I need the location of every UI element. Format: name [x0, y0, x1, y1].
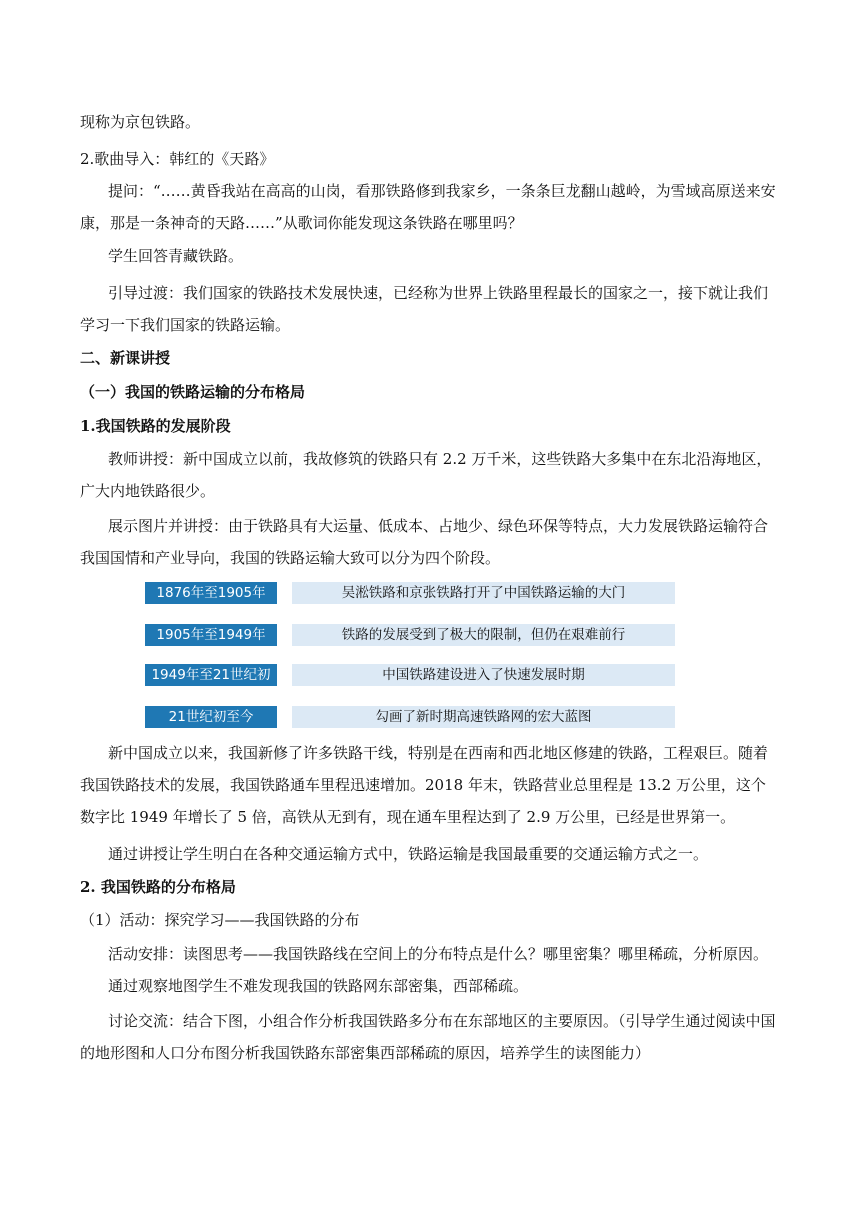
subsection-heading: 1.我国铁路的发展阶段 [80, 417, 231, 435]
timeline-row [145, 706, 675, 728]
paragraph: 活动安排：读图思考——我国铁路线在空间上的分布特点是什么？哪里密集？哪里稀疏，分析原因。 [108, 945, 769, 963]
paragraph: 展示图片并讲授：由于铁路具有大运量、低成本、占地少、绿色环保等特点，大力发展铁路运输符合我国国情和产业导向，我国的铁路运输大致可以分为四个阶段。 [80, 517, 769, 567]
timeline-description: 吴淞铁路和京张铁路打开了中国铁路运输的大门 [292, 582, 675, 604]
timeline-row [145, 624, 675, 646]
timeline-row [145, 664, 675, 686]
timeline-period: 1876年至1905年 [145, 582, 277, 604]
timeline-period: 1905年至1949年 [145, 624, 277, 646]
timeline-row [145, 582, 675, 604]
subsection-heading: （一）我国的铁路运输的分布格局 [80, 383, 306, 401]
paragraph-transition: 引导过渡：我们国家的铁路技术发展快速，已经称为世界上铁路里程最长的国家之一，接下就让我们学习一下我们国家的铁路运输。 [80, 284, 769, 334]
paragraph-question: 提问：“……黄昏我站在高高的山岗，看那铁路修到我家乡，一条条巨龙翻山越岭，为雪域高原送来安康，那是一条神奇的天路……”从歌词你能发现这条铁路在哪里吗？ [80, 182, 776, 232]
paragraph: 现称为京包铁路。 [80, 113, 201, 131]
activity-heading: （1）活动：探究学习——我国铁路的分布 [80, 911, 360, 929]
paragraph: 通过观察地图学生不难发现我国的铁路网东部密集，西部稀疏。 [108, 977, 529, 995]
paragraph: 讨论交流：结合下图，小组合作分析我国铁路多分布在东部地区的主要原因。（引导学生通过阅读中国的地形图和人口分布图分析我国铁路东部密集西部稀疏的原因，培养学生的读图能力） [80, 1012, 776, 1062]
paragraph: 新中国成立以来，我国新修了许多铁路干线，特别是在西南和西北地区修建的铁路，工程艰巨。随着我国铁路技术的发展，我国铁路通车里程迅速增加。2018 年末，铁路营业总里程是 13.2 万公里，这个数字比 1949 年增长了 5 倍，高铁从无到有，现在通车里程达到了 2.9 万公里，已经是世界第一。 [80, 744, 769, 826]
timeline-description: 勾画了新时期高速铁路网的宏大蓝图 [292, 706, 675, 728]
paragraph: 教师讲授：新中国成立以前，我故修筑的铁路只有 2.2 万千米，这些铁路大多集中在东北沿海地区，广大内地铁路很少。 [80, 450, 772, 500]
section-heading: 二、新课讲授 [80, 349, 171, 367]
paragraph: 通过讲授让学生明白在各种交通运输方式中，铁路运输是我国最重要的交通运输方式之一。 [108, 845, 709, 863]
timeline-period: 21世纪初至今 [145, 706, 277, 728]
subsection-heading: 2. 我国铁路的分布格局 [80, 878, 236, 896]
timeline-description: 中国铁路建设进入了快速发展时期 [292, 664, 675, 686]
timeline-period: 1949年至21世纪初 [145, 664, 277, 686]
paragraph: 学生回答青藏铁路。 [108, 247, 244, 265]
timeline-description: 铁路的发展受到了极大的限制，但仍在艰难前行 [292, 624, 675, 646]
section-item-song-intro: 2.歌曲导入：韩红的《天路》 [80, 150, 275, 168]
